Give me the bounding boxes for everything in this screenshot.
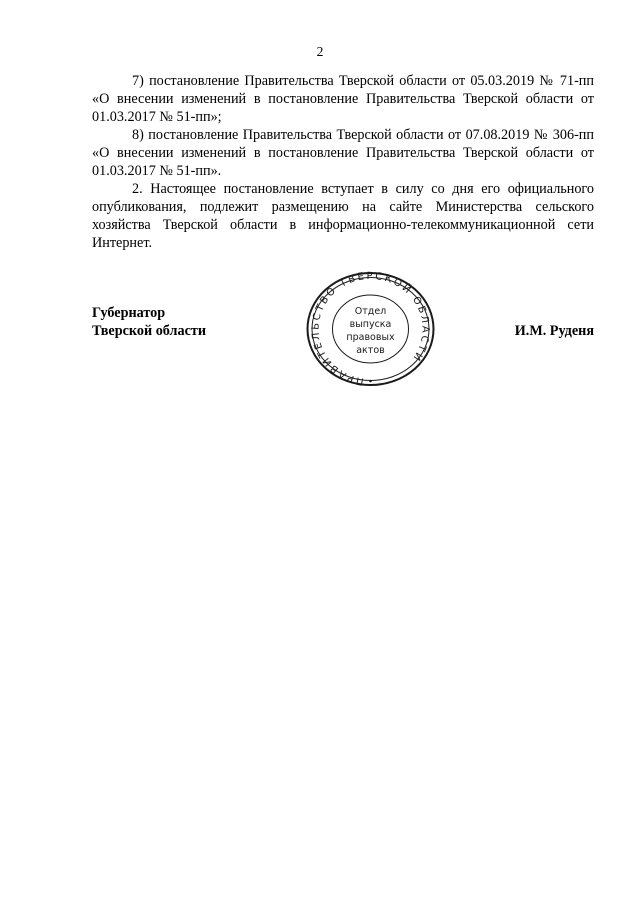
signatory-position-line1: Губернатор: [92, 305, 166, 321]
paragraph-item-8: 8) постановление Правительства Тверской области от 07.08.2019 № 306-пп «О внесении изменений в постановление Правительства Тверской области от 01.03.2017 № 51-пп».: [92, 127, 594, 179]
official-seal: [303, 269, 438, 389]
paragraph-item-7: 7) постановление Правительства Тверской области от 05.03.2019 № 71-пп «О внесении изменений в постановление Правительства Тверской области от 01.03.2017 № 51-пп»;: [92, 73, 594, 125]
seal-center-line4: актов: [356, 345, 385, 356]
seal-ring-text: ПРАВИТЕЛЬСТВО ТВЕРСКОЙ ОБЛАСТИ: [310, 270, 431, 387]
seal-icon: [303, 269, 438, 389]
seal-center-line3: правовых: [346, 332, 395, 343]
seal-center-line2: выпуска: [349, 319, 392, 330]
signatory-position: [92, 304, 206, 340]
signatory-name: И.М. Руденя: [514, 323, 594, 339]
page-number: 2: [316, 44, 324, 59]
seal-dot-icon: [369, 380, 372, 383]
seal-center-line1: Отдел: [354, 306, 387, 317]
paragraph-clause-2: 2. Настоящее постановление вступает в силу со дня его официального опубликования, подлежит размещению на сайте Министерства сельского хозяйства Тверской области в информационно-телекоммуникационной сети Интернет.: [92, 181, 594, 251]
signatory-position-line2: Тверской области: [92, 323, 207, 339]
